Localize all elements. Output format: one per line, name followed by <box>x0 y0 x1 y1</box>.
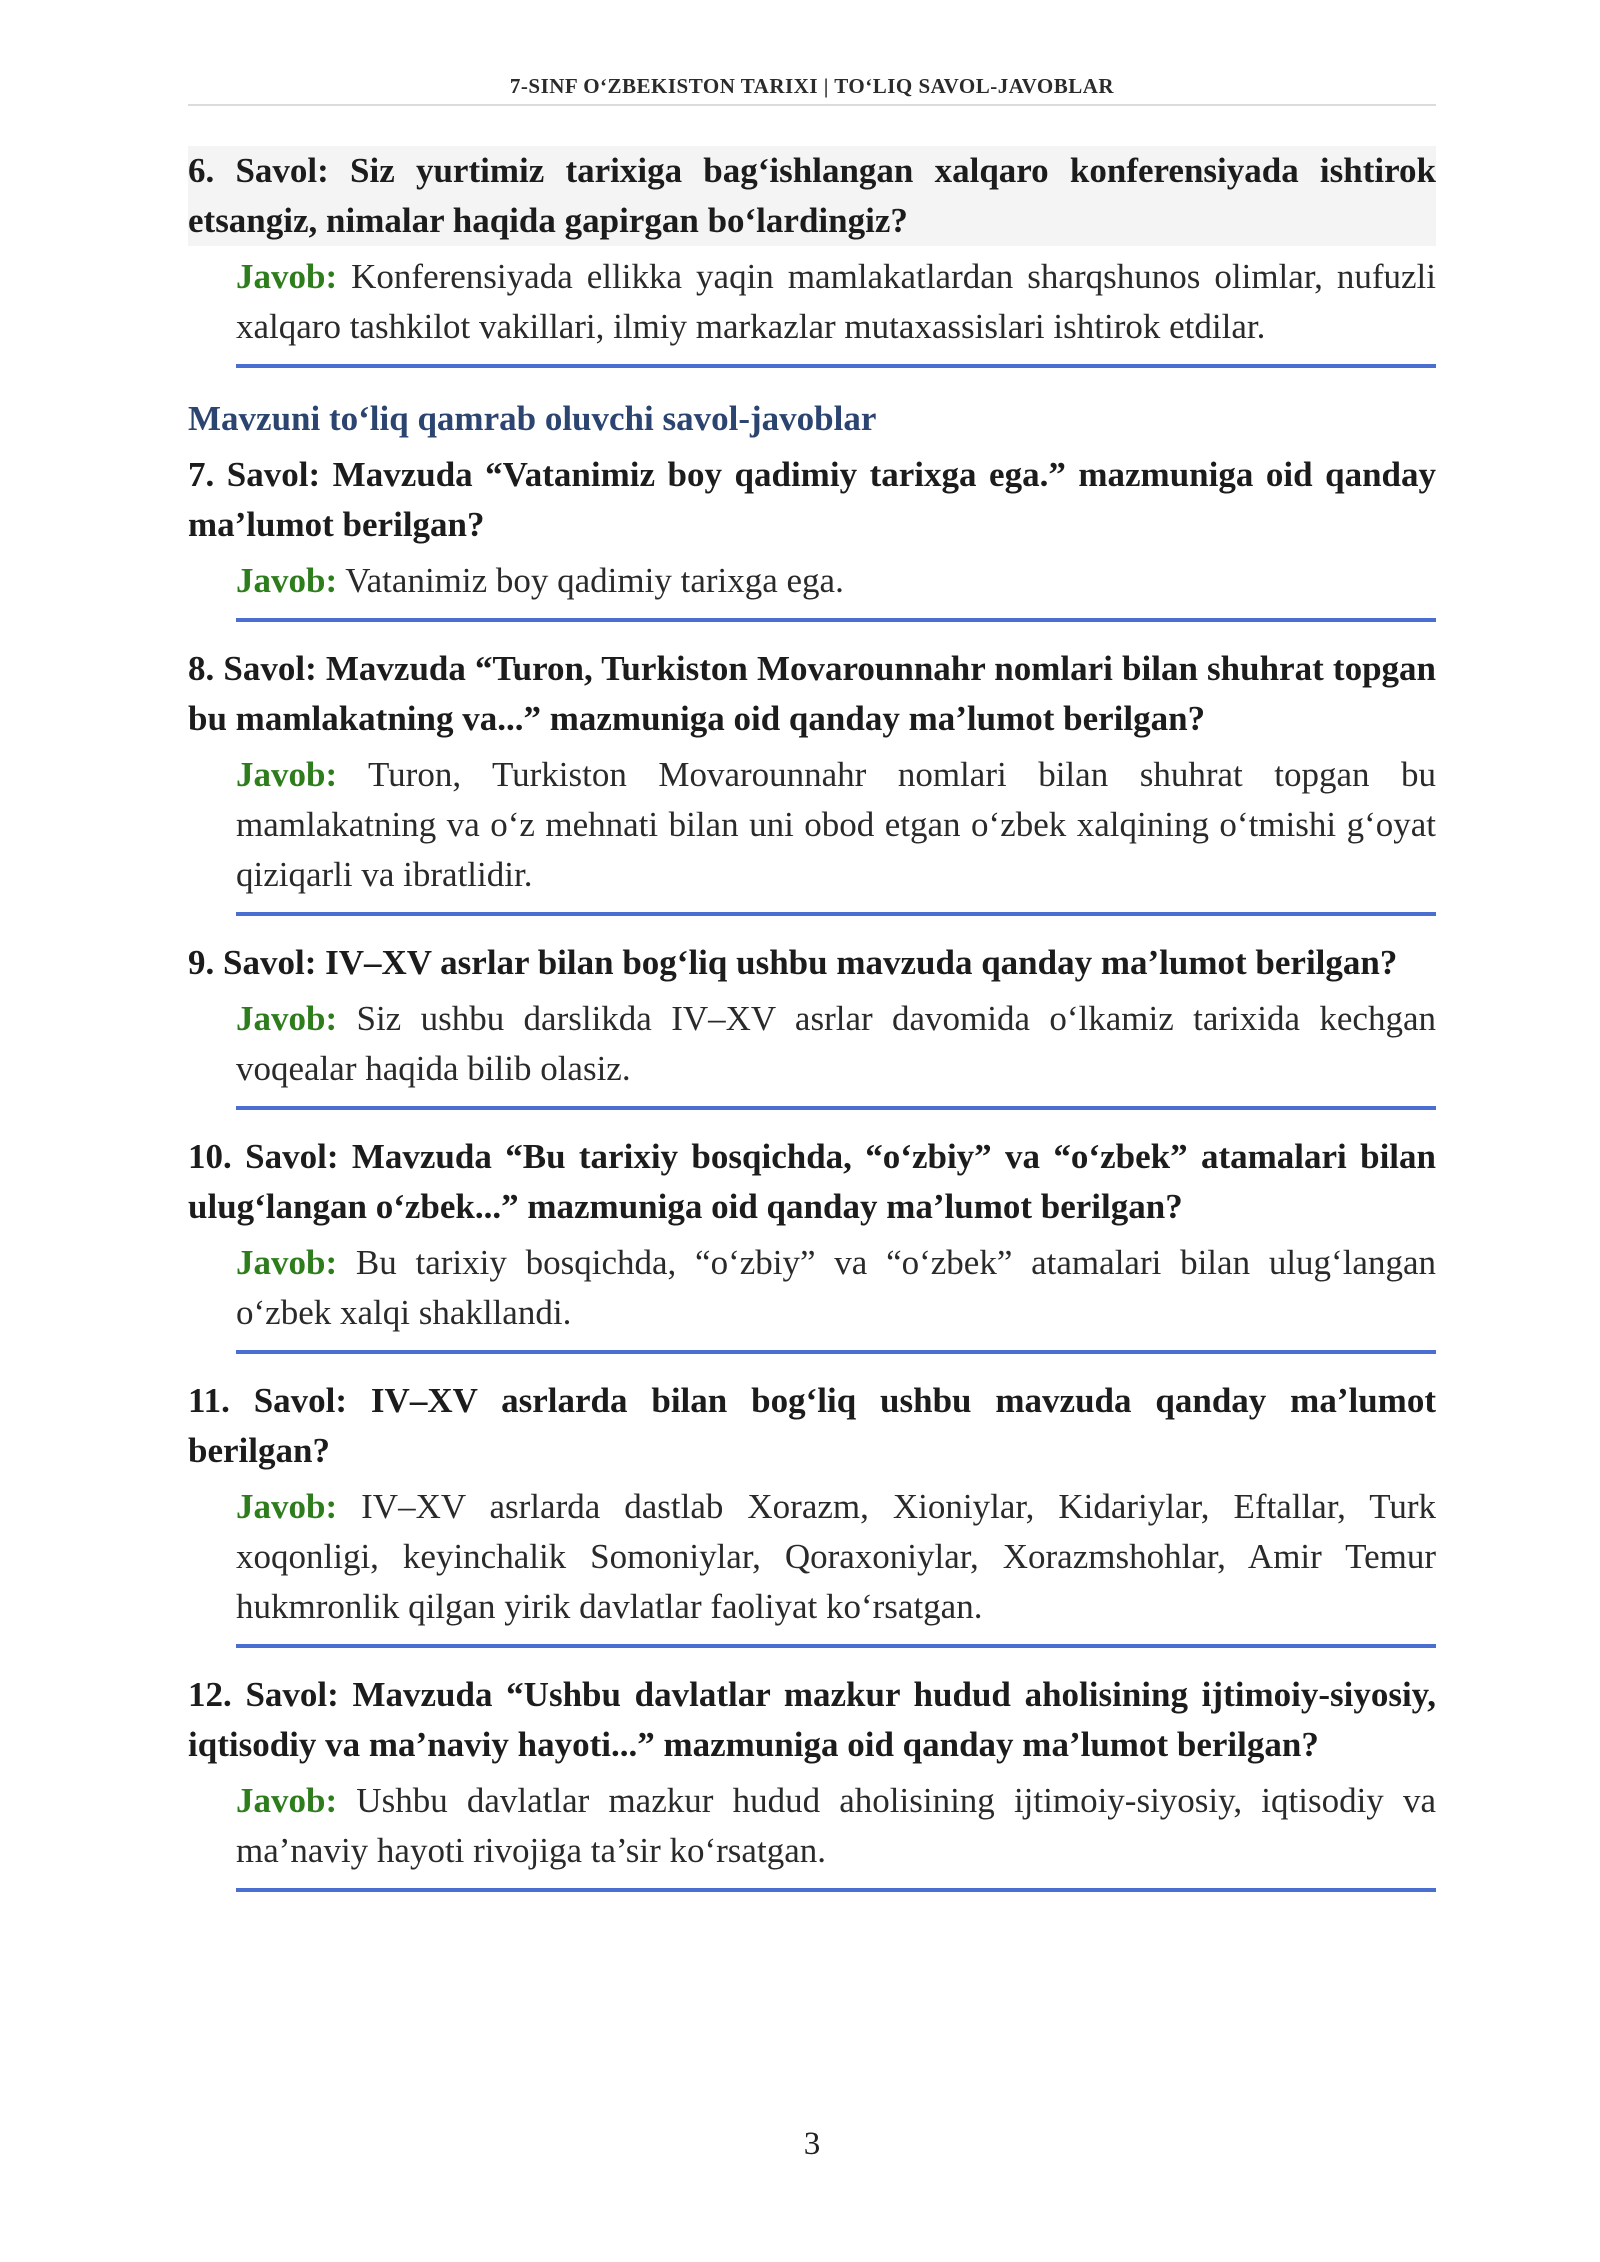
document-page <box>188 0 1436 2262</box>
page-number: 3 <box>803 2126 821 2162</box>
question-text: 9. Savol: IV–XV asrlar bilan bog‘liq ushbu mavzuda qanday ma’lumot berilgan? <box>188 943 1398 982</box>
qa-item-12 <box>188 1670 1436 1892</box>
qa-item-8 <box>188 644 1436 916</box>
answer-label: Javob: <box>236 561 338 600</box>
answer-label: Javob: <box>236 257 338 296</box>
answer-block <box>236 1238 1436 1354</box>
qa-item-7 <box>188 450 1436 622</box>
answer-block <box>236 750 1436 916</box>
answer-block <box>236 252 1436 368</box>
qa-item-10 <box>188 1132 1436 1354</box>
answer-label: Javob: <box>236 1243 338 1282</box>
question-text: 7. Savol: Mavzuda “Vatanimiz boy qadimiy tarixga ega.” mazmuniga oid qanday ma’lumot berilgan? <box>188 455 1436 544</box>
answer-text: Turon, Turkiston Movarounnahr nomlari bilan shuhrat topgan bu mamlakatning va o‘z mehnati bilan uni obod etgan o‘zbek xalqining o‘tmishi g‘oyat qiziqarli va ibratlidir. <box>236 755 1437 894</box>
answer-text: Siz ushbu darslikda IV–XV asrlar davomida o‘lkamiz tarixida kechgan voqealar haqida bilib olasiz. <box>236 999 1436 1088</box>
answer-block <box>236 1482 1436 1648</box>
answer-text: Konferensiyada ellikka yaqin mamlakatlardan sharqshunos olimlar, nufuzli xalqaro tashkilot vakillari, ilmiy markazlar mutaxassislari ishtirok etdilar. <box>236 257 1436 346</box>
running-header: 7-SINF O‘ZBEKISTON TARIXI | TO‘LIQ SAVOL-JAVOBLAR <box>509 74 1115 98</box>
section-title: Mavzuni to‘liq qamrab oluvchi savol-javoblar <box>188 399 877 438</box>
question-text: 8. Savol: Mavzuda “Turon, Turkiston Movarounnahr nomlari bilan shuhrat topgan bu mamlakatning va...” mazmuniga oid qanday ma’lumot berilgan? <box>188 649 1436 738</box>
answer-text: IV–XV asrlarda dastlab Xorazm, Xioniylar, Kidariylar, Eftallar, Turk xoqonligi, keyinchalik Somoniylar, Qoraxoniylar, Xorazmshohlar, Amir Temur hukmronlik qilgan yirik davlatlar faoliyat ko‘rsatgan. <box>236 1487 1437 1626</box>
question-text: 12. Savol: Mavzuda “Ushbu davlatlar mazkur hudud aholisining ijtimoiy-siyosiy, iqtisodiy va ma’naviy hayoti...” mazmuniga oid qanday ma’lumot berilgan? <box>188 1675 1436 1764</box>
answer-block <box>236 994 1436 1110</box>
answer-label: Javob: <box>236 999 338 1038</box>
qa-item-11 <box>188 1376 1436 1648</box>
question-text: 11. Savol: IV–XV asrlarda bilan bog‘liq ushbu mavzuda qanday ma’lumot berilgan? <box>188 1381 1436 1470</box>
header-divider <box>188 104 1436 106</box>
answer-label: Javob: <box>236 755 338 794</box>
question-text: 6. Savol: Siz yurtimiz tarixiga bag‘ishlangan xalqaro konferensiyada ishtirok etsangiz, nimalar haqida gapirgan bo‘lardingiz? <box>188 146 1436 246</box>
answer-label: Javob: <box>236 1781 338 1820</box>
answer-label: Javob: <box>236 1487 338 1526</box>
answer-text: Ushbu davlatlar mazkur hudud aholisining ijtimoiy-siyosiy, iqtisodiy va ma’naviy hayoti rivojiga ta’sir ko‘rsatgan. <box>236 1781 1437 1870</box>
answer-text: Vatanimiz boy qadimiy tarixga ega. <box>345 561 844 600</box>
question-text: 10. Savol: Mavzuda “Bu tarixiy bosqichda, “o‘zbiy” va “o‘zbek” atamalari bilan ulug‘langan o‘zbek...” mazmuniga oid qanday ma’lumot berilgan? <box>188 1137 1436 1226</box>
answer-block <box>236 1776 1436 1892</box>
answer-block <box>236 556 1436 622</box>
qa-item-9 <box>188 938 1436 1110</box>
answer-text: Bu tarixiy bosqichda, “o‘zbiy” va “o‘zbek” atamalari bilan ulug‘langan o‘zbek xalqi shakllandi. <box>236 1243 1437 1332</box>
qa-item-6 <box>188 146 1436 368</box>
page-content <box>188 146 1436 1914</box>
